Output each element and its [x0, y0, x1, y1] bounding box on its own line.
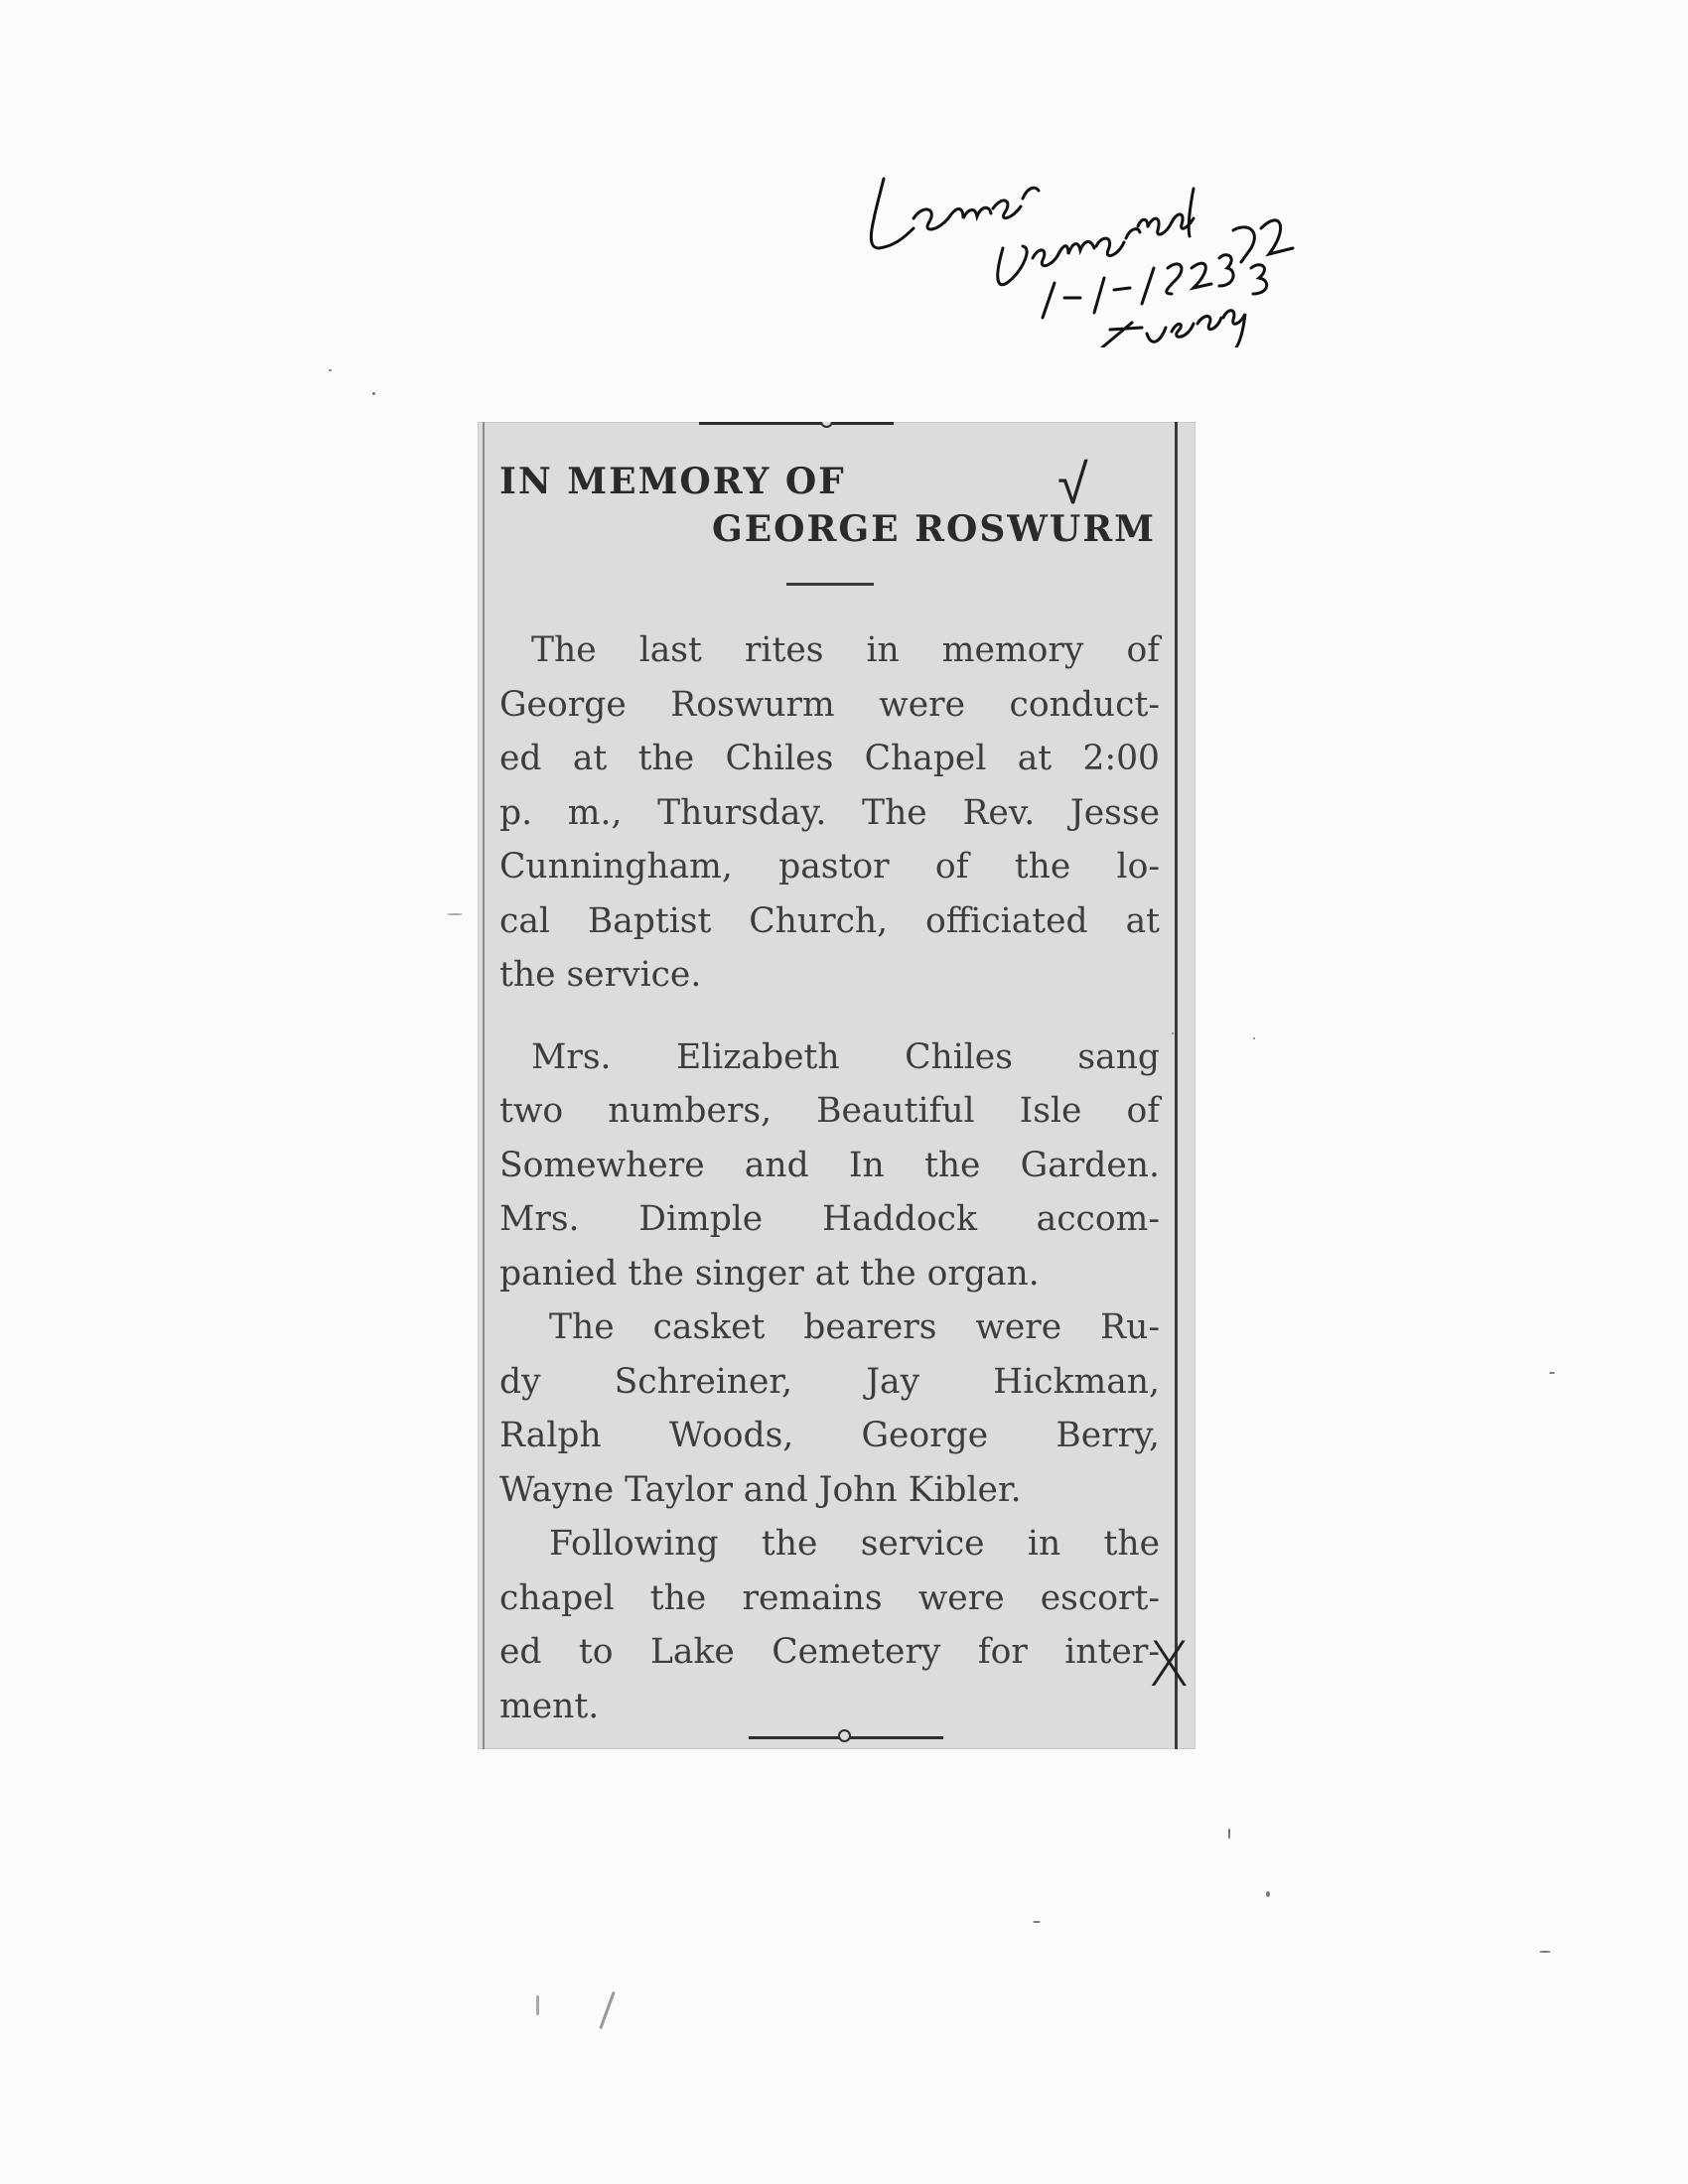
newspaper-clipping [478, 422, 1196, 1749]
text-line: chapel the remains were escort- [499, 1577, 1160, 1618]
text-line: the service. [499, 955, 702, 995]
scan-speck [447, 913, 463, 915]
text-line: Ralph Woods, George Berry, [499, 1416, 1160, 1455]
text-line: George Roswurm were conduct- [499, 684, 1160, 725]
text-line: ed to Lake Cemetery for inter- [499, 1632, 1160, 1672]
top-divider [699, 422, 894, 425]
paragraph-1 [499, 623, 1160, 1003]
text-line: The last rites in memory of [531, 630, 1160, 670]
scan-speck [1228, 1829, 1230, 1839]
text-line: ed at the Chiles Chapel at 2:00 [499, 739, 1160, 778]
scan-speck [372, 392, 375, 395]
text-line: dy Schreiner, Jay Hickman, [499, 1361, 1160, 1402]
x-mark: X [1148, 1628, 1191, 1701]
headline-divider [786, 583, 874, 586]
scan-speck [1266, 1891, 1270, 1897]
text-line: panied the singer at the organ. [499, 1253, 1040, 1294]
scan-speck [1539, 1951, 1551, 1953]
scan-speck [599, 1991, 615, 2030]
text-line: ment. [499, 1686, 600, 1726]
text-line: two numbers, Beautiful Isle of [499, 1091, 1160, 1131]
scan-speck [1549, 1372, 1555, 1374]
article [499, 460, 1160, 1733]
text-line: The casket bearers were Ru- [549, 1307, 1160, 1347]
paragraph-3 [499, 1300, 1160, 1517]
text-line: cal Baptist Church, officiated at [499, 900, 1160, 941]
headline-line-2: GEORGE ROSWURM [711, 508, 1156, 550]
scan-speck [1033, 1921, 1041, 1923]
top-divider-ornament [820, 422, 833, 428]
handwritten-annotation-drawing [844, 119, 1301, 347]
scan-speck [1172, 1032, 1174, 1034]
text-line: Somewhere and In the Garden. [499, 1145, 1160, 1185]
scan-speck [536, 1995, 539, 2015]
text-line: p. m., Thursday. The Rev. Jesse [499, 792, 1160, 833]
column-rule-left [483, 422, 485, 1749]
handwritten-annotation [844, 119, 1301, 347]
text-line: Wayne Taylor and John Kibler. [499, 1469, 1022, 1510]
scan-speck [329, 369, 332, 371]
column-rule-right [1175, 422, 1178, 1749]
scan-speck [1253, 1037, 1255, 1039]
text-line: Following the service in the [549, 1524, 1160, 1564]
text-line: Cunningham, pastor of the lo- [499, 847, 1160, 887]
paragraph-2 [499, 1030, 1160, 1301]
text-line: Mrs. Dimple Haddock accom- [499, 1199, 1160, 1239]
text-line: Mrs. Elizabeth Chiles sang [531, 1036, 1160, 1077]
paragraph-4 [499, 1517, 1160, 1733]
headline-line-1: IN MEMORY OF [499, 461, 846, 502]
check-mark: √ [1057, 453, 1088, 517]
